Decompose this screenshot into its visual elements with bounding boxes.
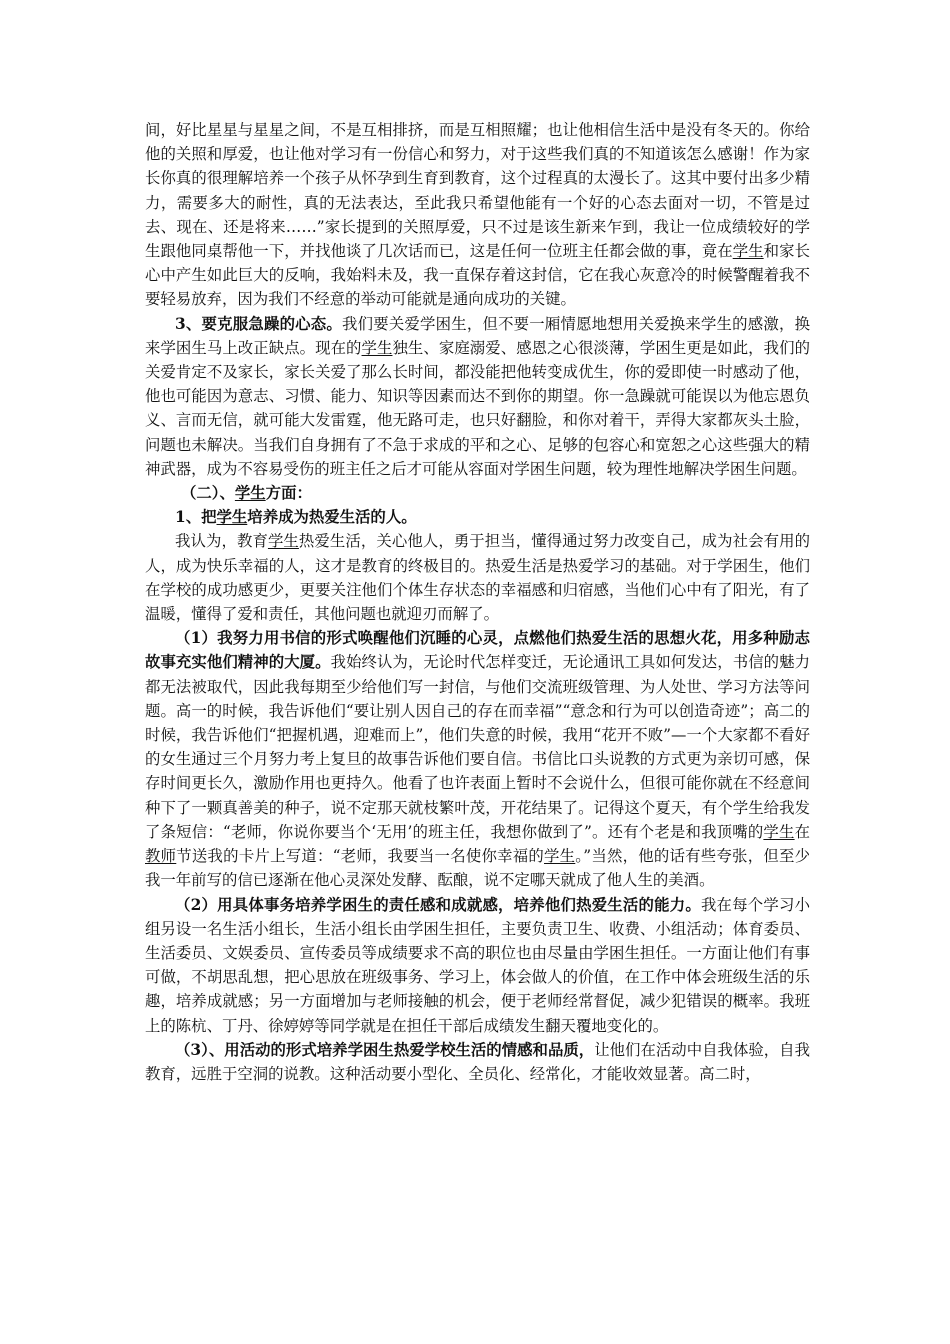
underlined-term: 学生 <box>267 532 299 551</box>
subheading-inline: （3）、用活动的形式培养学困生热爱学校生活的情感和品质， <box>175 1040 595 1059</box>
underlined-term: 学生 <box>544 847 576 866</box>
section-heading-students: （二）、学生方面： <box>181 484 312 503</box>
underlined-term: 学生 <box>732 242 764 261</box>
paragraph-love-life: 我认为，教育学生热爱生活，关心他人，勇于担当，懂得通过努力改变自己，成为社会有用的人，成为快乐幸福的人，这才是教育的终极目的。热爱生活是热爱学习的基础。对于学困生，他们在学校的成功感更少，更要关注他们个体生存状态的幸福感和归宿感，当他们心中有了阳光，有了温暖，懂得了爱和责任，其他问题也就迎刃而解了。 <box>145 532 810 624</box>
paragraph-letters: （1）我努力用书信的形式唤醒他们沉睡的心灵，点燃他们热爱生活的思想火花，用多种励志故事充实他们精神的大厦。我始终认为，无论时代怎样变迁，无论通讯工具如何发达，书信的魅力都无法被取代，因此我每期至少给他们写一封信，与他们交流班级管理、为人处世、学习方法等问题。高一的时候，我告诉他们“要让别人因自己的存在而幸福”“意念和行为可以创造奇迹”；高二的时候，我告诉他们“把握机遇，迎难而上”，他们失意的时候，我用“花开不败”—一个大家都不看好的女生通过三个月努力考上复旦的故事告诉他们要自信。书信比口头说教的方式更为亲切可感，保存时间更长久，激励作用也更持久。他看了也许表面上暂时不会说什么，但很可能你就在不经意间种下了一颗真善美的种子，说不定那天就枝繁叶茂，开花结果了。记得这个夏天，有个学生给我发了条短信：“老师，你说你要当个‘无用’的班主任，我想你做到了”。还有个老是和我顶嘴的学生在教师节送我的卡片上写道：“老师，我要当一名使你幸福的学生。”当然，他的话有些夸张，但至少我一年前写的信已逐渐在他心灵深处发酵、酝酿，说不定哪天就成了他人生的美酒。 <box>145 629 810 890</box>
paragraph-activities: （3）、用活动的形式培养学困生热爱学校生活的情感和品质，让他们在活动中自我体验，自我教育，远胜于空洞的说教。这种活动要小型化、全员化、经常化，才能收效显著。高二时， <box>145 1040 810 1083</box>
underlined-term: 学生 <box>216 508 248 527</box>
underlined-term: 学生 <box>763 822 795 841</box>
subheading-inline: （1）我努力用书信的形式唤醒他们沉睡的心灵，点燃他们热爱生活的思想火花，用多种励志故事充实他们精神的大厦。 <box>145 629 810 672</box>
paragraph-responsibility: （2）用具体事务培养学困生的责任感和成就感，培养他们热爱生活的能力。我在每个学习小组另设一名生活小组长，生活小组长由学困生担任，主要负责卫生、收费、小组活动；体育委员、生活委员、文娱委员、宣传委员等成绩要求不高的职位也由尽量由学困生担任。一方面让他们有事可做，不胡思乱想，把心思放在班级事务、学习上，体会做人的价值，在工作中体会班级生活的乐趣，培养成就感；另一方面增加与老师接触的机会，便于老师经常督促，减少犯错误的概率。我班上的陈杭、丁丹、徐婷婷等同学就是在担任干部后成绩发生翻天覆地变化的。 <box>145 895 810 1035</box>
document-page <box>145 118 810 1086</box>
subheading-inline: 3、要克服急躁的心态。 <box>175 314 342 333</box>
paragraph-impatience: 3、要克服急躁的心态。我们要关爱学困生，但不要一厢情愿地想用关爱换来学生的感激，换来学困生马上改正缺点。现在的学生独生、家庭溺爱、感恩之心很淡薄，学困生更是如此，我们的关爱肯定不及家长，家长关爱了那么长时间，都没能把他转变成优生，你的爱即使一时感动了他，他也可能因为意志、习惯、能力、知识等因素而达不到你的期望。你一急躁就可能误以为他忘恩负义、言而无信，就可能大发雷霆，他无路可走，也只好翻脸，和你对着干，弄得大家都灰头土脸，问题也未解决。当我们自身拥有了不急于求成的平和之心、足够的包容心和宽恕之心这些强大的精神武器，成为不容易受伤的班主任之后才可能从容面对学困生问题，较为理性地解决学困生问题。 <box>145 314 810 478</box>
underlined-term: 学生 <box>234 484 266 503</box>
subheading-inline: （2）用具体事务培养学困生的责任感和成就感，培养他们热爱生活的能力。 <box>175 895 701 914</box>
subsection-heading-1: 1、把学生培养成为热爱生活的人。 <box>175 508 417 527</box>
paragraph-letter-continuation: 间，好比星星与星星之间，不是互相排挤，而是互相照耀；也让他相信生活中是没有冬天的。你给他的关照和厚爱，也让他对学习有一份信心和努力，对于这些我们真的不知道该怎么感谢！作为家长你真的很理解培养一个孩子从怀孕到生育到教育，这个过程真的太漫长了。这其中要付出多少精力，需要多大的耐性，真的无法表达，至此我只希望他能有一个好的心态去面对一切，不管是过去、现在、还是将来……”家长提到的关照厚爱，只不过是该生新来乍到，我让一位成绩较好的学生跟他同桌帮他一下，并找他谈了几次话而已，这是任何一位班主任都会做的事，竟在学生和家长心中产生如此巨大的反响，我始料未及，我一直保存着这封信，它在我心灰意冷的时候警醒着我不要轻易放弃，因为我们不经意的举动可能就是通向成功的关键。 <box>145 121 810 309</box>
underlined-term: 教师 <box>145 847 177 866</box>
underlined-term: 学生 <box>361 338 393 357</box>
